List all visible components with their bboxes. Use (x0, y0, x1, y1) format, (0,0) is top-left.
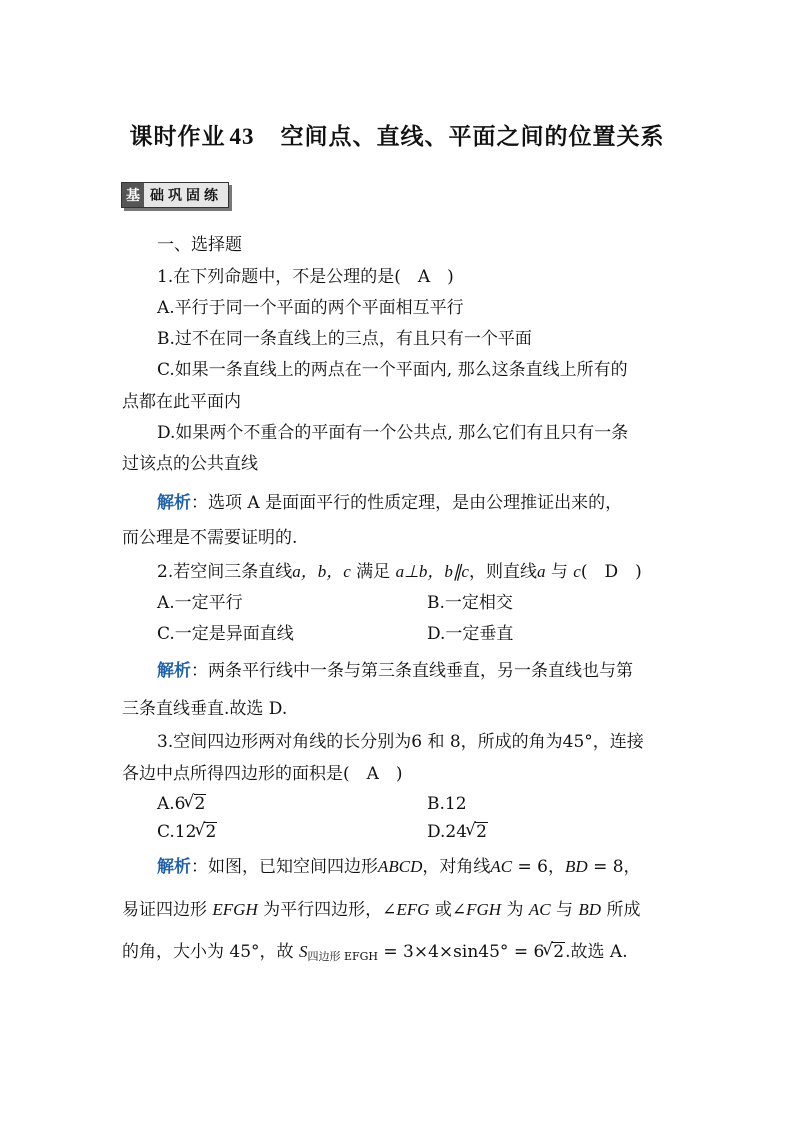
q2-option-d: D.一定垂直 (427, 624, 514, 644)
q2-stem-end: ( D ) (580, 562, 642, 582)
q3-analysis-line3: 的角，大小为 45°，故 $S_{四边形 EFGH} = 3\times 4\times\sin 45^\circ = 6√$ 2.故选 A. (122, 941, 682, 968)
q3-analysis-line1: 解析：如图，已知空间四边形ABCD，对角线AC = 6，BD = 8， (157, 857, 641, 877)
q2-var-a: a (536, 562, 546, 581)
q3-option-b: B.12 (427, 794, 467, 814)
q2-analysis-label: 解析 (157, 661, 191, 681)
q3-analysis-line2: 易证四边形 EFGH 为平行四边形，∠EFG 或∠FGH 为 AC 与 BD 所成 (122, 900, 641, 920)
sqrt-symbol: √ 2 (186, 793, 207, 815)
q2-stem-mid2: ，则直线 (468, 562, 537, 582)
q2-options-row2 (122, 623, 717, 645)
q1-analysis-line1 (122, 492, 717, 514)
q1-option-c-line2: 点都在此平面内 (122, 392, 241, 412)
q2-analysis-line2: 三条直线垂直.故选 D. (122, 699, 288, 719)
sqrt-symbol: √ 2 (467, 821, 488, 843)
title-prefix: 课时作业 (129, 123, 226, 150)
q2-stem-mid: 满足 (350, 562, 396, 582)
badge-rest: 础巩固练 (150, 188, 222, 204)
q2-relation: a⊥b，b∥c (395, 562, 469, 581)
q2-options-row1 (122, 592, 717, 614)
q3-options-row1 (122, 793, 717, 815)
title-text: 空间点、直线、平面之间的位置关系 (280, 123, 665, 150)
page-title (0, 118, 794, 151)
q2-stem (122, 561, 717, 583)
q2-stem-pre: 2.若空间三条直线 (157, 562, 293, 582)
q1-option-c-line1: C.如果一条直线上的两点在一个平面内, 那么这条直线上所有的 (157, 360, 628, 380)
badge-first-char: 基 (122, 183, 144, 207)
title-number: 43 (229, 124, 255, 149)
q2-stem-mid3: 与 (545, 562, 574, 582)
q1-analysis-text1: ：选项 A 是面面平行的性质定理，是由公理推证出来的， (191, 493, 623, 513)
section-badge (121, 182, 229, 208)
q3-stem-line2: 各边中点所得四边形的面积是( A ) (122, 764, 403, 784)
q3-stem-line1: 3.空间四边形两对角线的长分别为6 和 8，所成的角为45°，连接 (157, 732, 644, 752)
q1-option-a: A.平行于同一个平面的两个平面相互平行 (157, 298, 464, 318)
q1-analysis-line2: 而公理是不需要证明的. (122, 528, 298, 548)
sqrt-symbol: √ 2 (196, 821, 217, 843)
section-heading: 一、选择题 (157, 235, 242, 255)
q1-option-b: B.过不在同一条直线上的三点，有且只有一个平面 (157, 329, 532, 349)
sqrt-symbol: √ 2 (544, 941, 565, 963)
q1-analysis-label: 解析 (157, 493, 191, 513)
q2-option-a: A.一定平行 (157, 593, 243, 613)
q3-options-row2 (122, 821, 717, 843)
q2-analysis-text1: ：两条平行线中一条与第三条直线垂直，另一条直线也与第 (191, 661, 633, 681)
q3-option-a: A.6√ 2 (157, 794, 206, 814)
q1-option-d-line1: D.如果两个不重合的平面有一个公共点, 那么它们有且只有一条 (157, 423, 629, 443)
q2-option-b: B.一定相交 (427, 593, 513, 613)
q2-option-c: C.一定是异面直线 (157, 624, 294, 644)
q1-stem: 1.在下列命题中，不是公理的是( A ) (157, 267, 454, 287)
q2-var-c: c (573, 562, 581, 581)
q2-vars: a，b，c (292, 562, 351, 581)
q1-option-d-line2: 过该点的公共直线 (122, 454, 258, 474)
q3-analysis-label: 解析 (157, 857, 191, 877)
q3-option-d: D.24√ 2 (427, 821, 488, 843)
q2-analysis-line1 (122, 660, 717, 682)
q3-option-c: C.12√ 2 (157, 822, 217, 842)
